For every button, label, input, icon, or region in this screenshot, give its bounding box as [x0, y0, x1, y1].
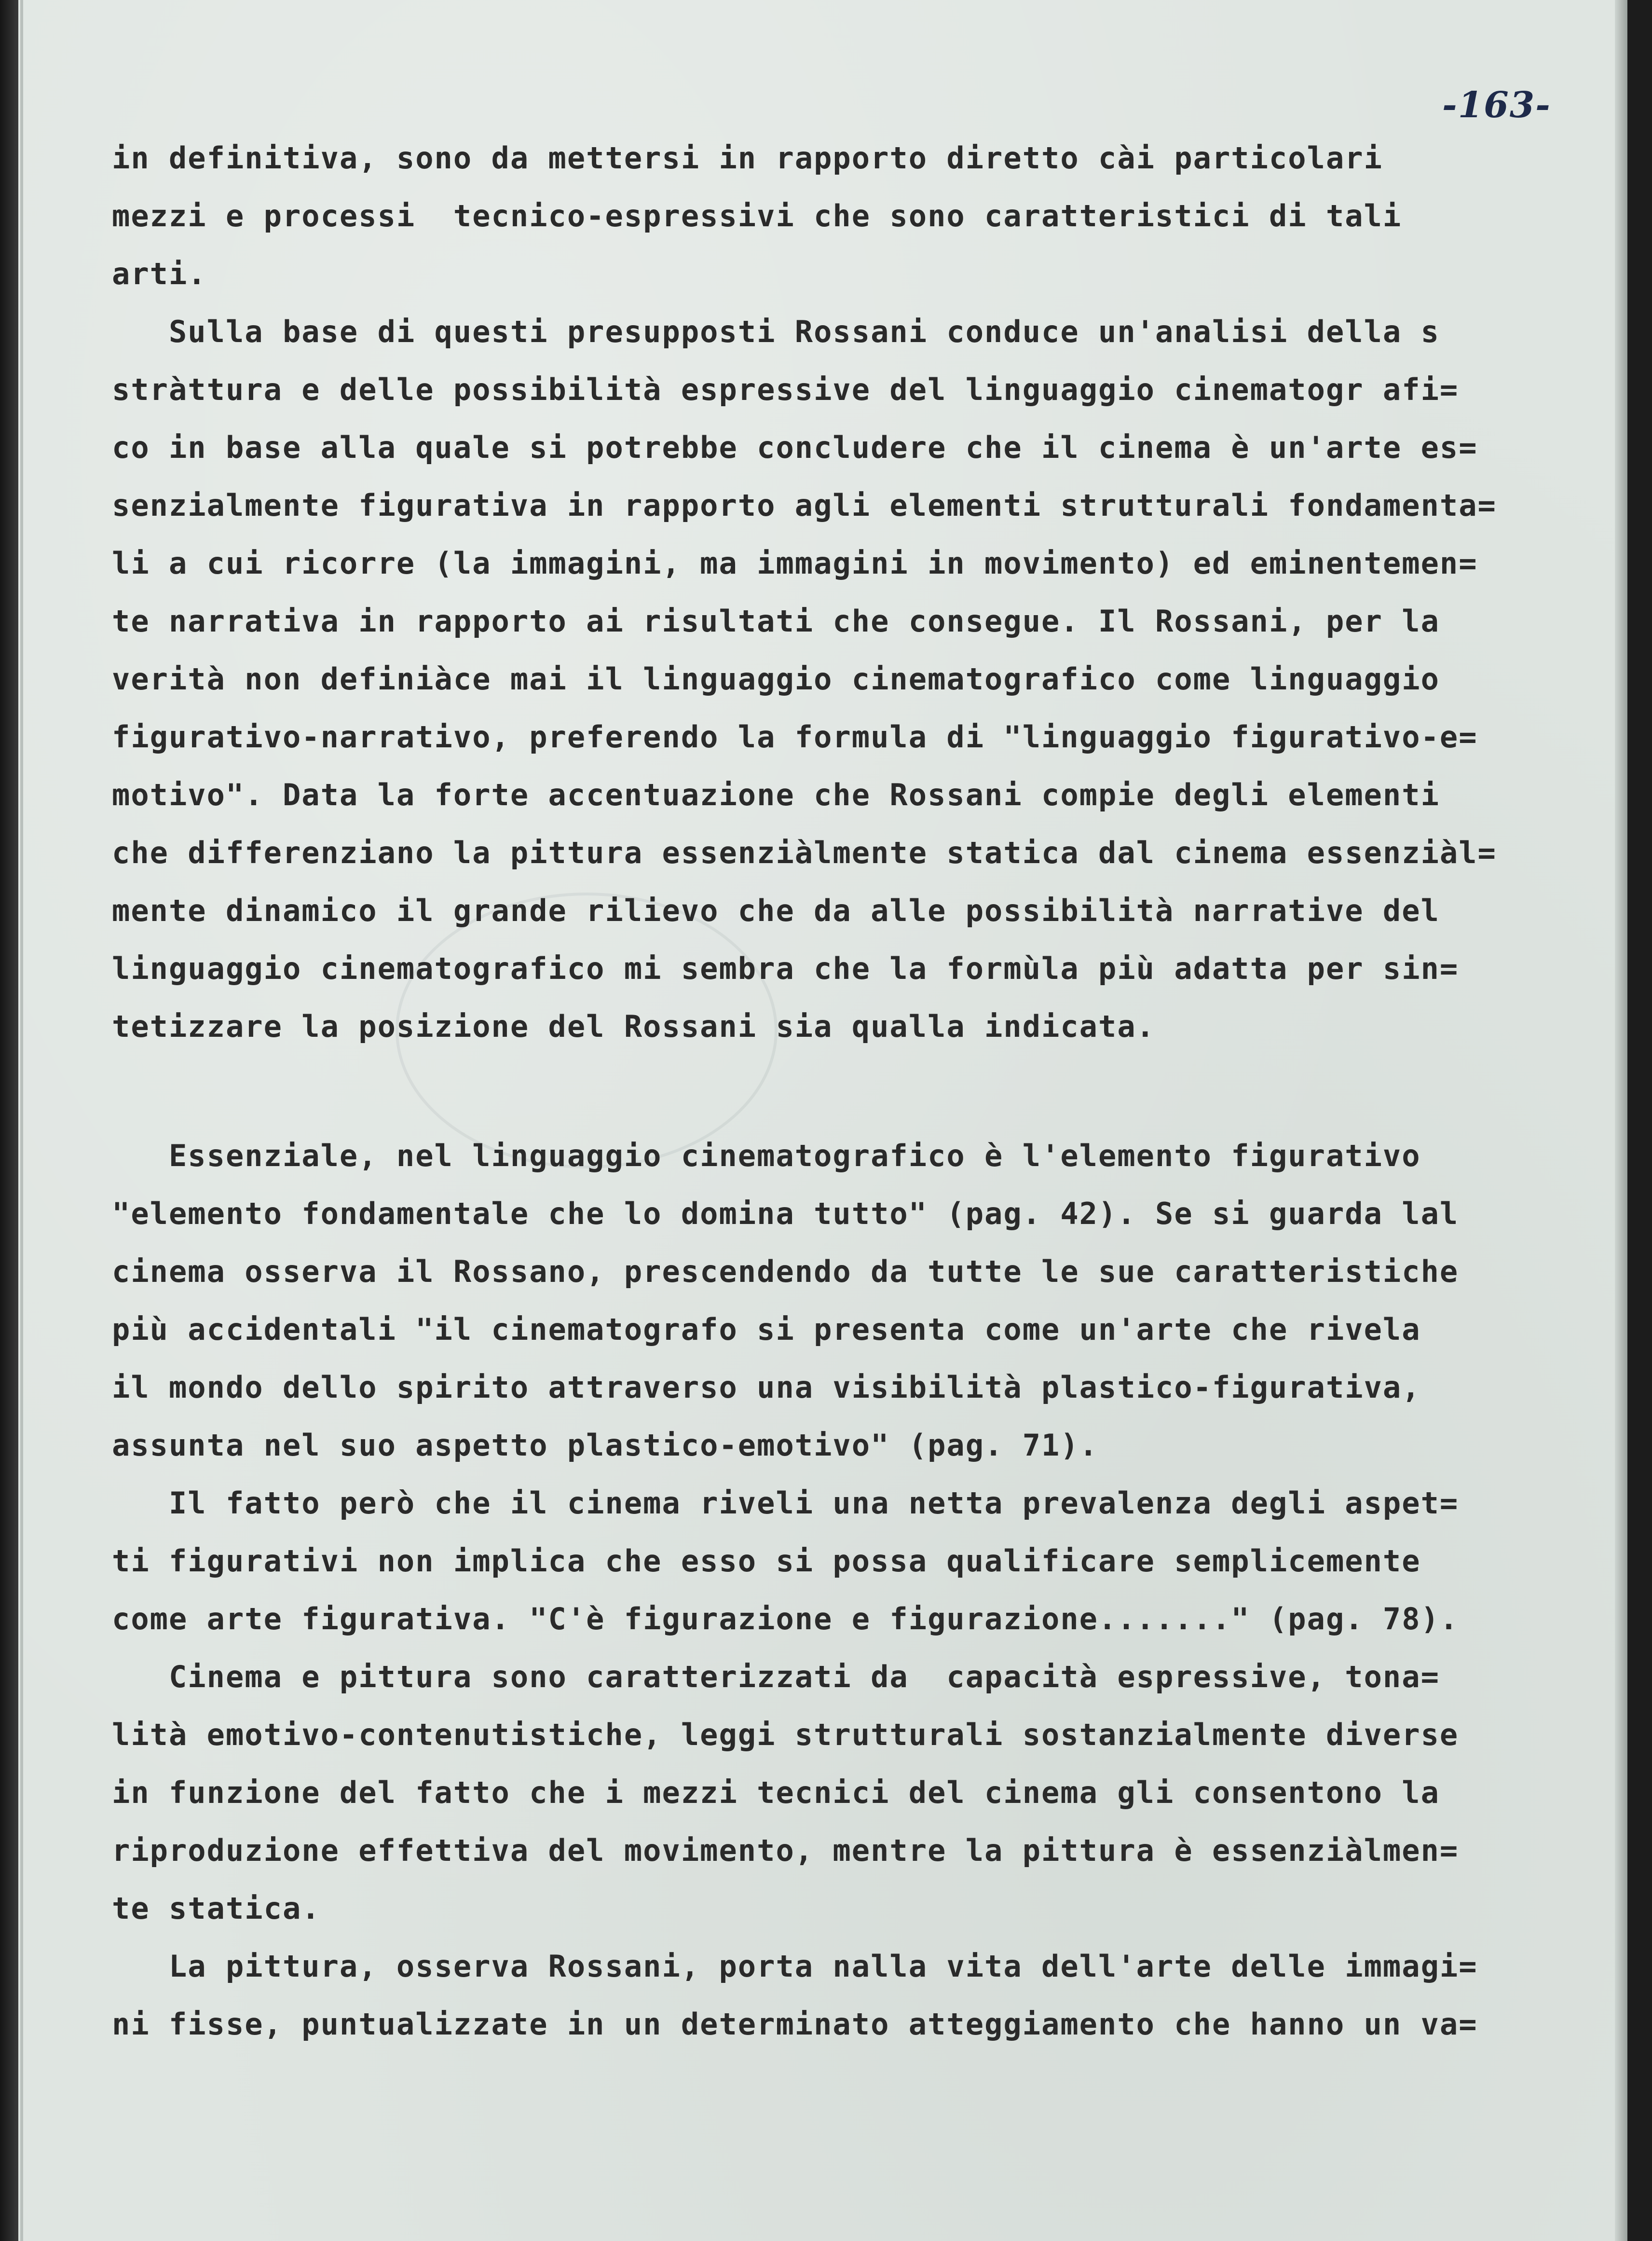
text-block-bottom	[112, 1127, 1578, 2053]
text-line: riproduzione effettiva del movimento, mentre la pittura è essenziàlmen=	[112, 1833, 1459, 1868]
text-line: linguaggio cinematografico mi sembra che la formùla più adatta per sin=	[112, 951, 1459, 986]
page-number: -163-	[1442, 84, 1551, 126]
text-line: lità emotivo-contenutistiche, leggi strutturali sostanzialmente diverse	[112, 1717, 1459, 1752]
text-line: mente dinamico il grande rilievo che da alle possibilità narrative del	[112, 893, 1440, 928]
text-line: motivo". Data la forte accentuazione che Rossani compie degli elementi	[112, 777, 1440, 812]
text-block-top	[112, 129, 1578, 1056]
text-line: stràttura e delle possibilità espressive del linguaggio cinematogr afi=	[112, 372, 1459, 407]
text-line: Sulla base di questi presupposti Rossani conduce un'analisi della s	[112, 314, 1440, 349]
text-line: verità non definiàce mai il linguaggio cinematografico come linguaggio	[112, 661, 1440, 697]
text-line: in definitiva, sono da mettersi in rapporto diretto cài particolari	[112, 140, 1383, 176]
text-line: Cinema e pittura sono caratterizzati da capacità espressive, tona=	[112, 1659, 1440, 1694]
text-line: come arte figurativa. "C'è figurazione e figurazione......." (pag. 78).	[112, 1601, 1459, 1636]
text-line: te narrativa in rapporto ai risultati che consegue. Il Rossani, per la	[112, 604, 1440, 639]
text-line: mezzi e processi tecnico-espressivi che sono caratteristici di tali	[112, 198, 1402, 234]
text-line: Il fatto però che il cinema riveli una netta prevalenza degli aspet=	[112, 1485, 1459, 1521]
text-line: senzialmente figurativa in rapporto agli elementi strutturali fondamenta=	[112, 488, 1497, 523]
text-line: cinema osserva il Rossano, prescendendo da tutte le sue caratteristiche	[112, 1254, 1459, 1289]
text-line: co in base alla quale si potrebbe concludere che il cinema è un'arte es=	[112, 430, 1478, 465]
page-right-edge	[1615, 0, 1627, 2241]
text-line: figurativo-narrativo, preferendo la formula di "linguaggio figurativo-e=	[112, 719, 1478, 755]
text-line: tetizzare la posizione del Rossani sia qualla indicata.	[112, 1009, 1155, 1044]
text-line: in funzione del fatto che i mezzi tecnici del cinema gli consentono la	[112, 1775, 1440, 1810]
scan-border-right	[1627, 0, 1652, 2241]
text-line: arti.	[112, 256, 207, 291]
text-line: più accidentali "il cinematografo si presenta come un'arte che rivela	[112, 1312, 1421, 1347]
text-line: che differenziano la pittura essenziàlmente statica dal cinema essenziàl=	[112, 835, 1497, 870]
text-line: ni fisse, puntualizzate in un determinato atteggiamento che hanno un va=	[112, 2007, 1478, 2042]
page-left-fold	[20, 0, 23, 2241]
text-line: il mondo dello spirito attraverso una visibilità plastico-figurativa,	[112, 1370, 1421, 1405]
text-line: ti figurativi non implica che esso si possa qualificare semplicemente	[112, 1543, 1421, 1579]
text-line: te statica.	[112, 1891, 321, 1926]
scan-border-left	[0, 0, 18, 2241]
text-line: La pittura, osserva Rossani, porta nalla vita dell'arte delle immagi=	[112, 1949, 1478, 1984]
text-line: "elemento fondamentale che lo domina tutto" (pag. 42). Se si guarda lal	[112, 1196, 1459, 1231]
text-line: li a cui ricorre (la immagini, ma immagini in movimento) ed eminentemen=	[112, 546, 1478, 581]
text-line: Essenziale, nel linguaggio cinematografico è l'elemento figurativo	[112, 1138, 1421, 1173]
text-line: assunta nel suo aspetto plastico-emotivo" (pag. 71).	[112, 1428, 1099, 1463]
